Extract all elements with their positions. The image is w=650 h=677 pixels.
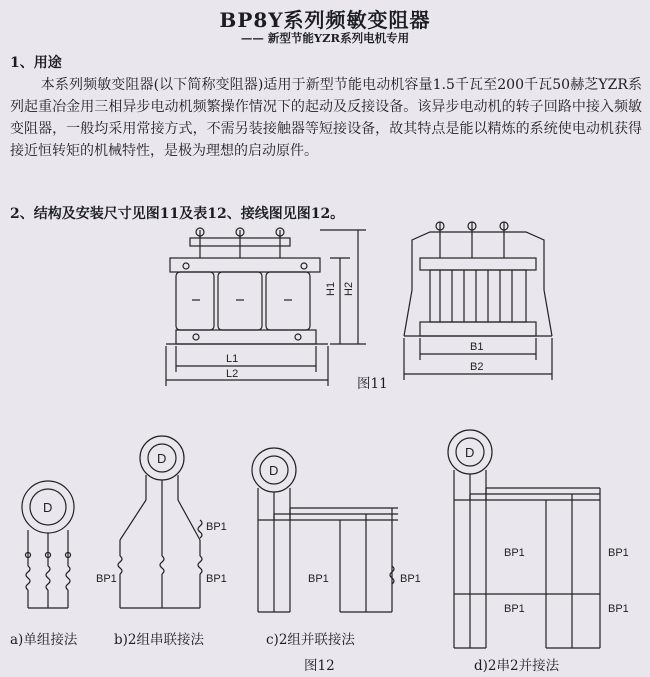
figure12-label: 图12 bbox=[304, 658, 335, 674]
figure12-d-2s2p bbox=[448, 430, 600, 648]
figure11-side-view bbox=[404, 222, 552, 380]
section-1-heading: 1、用途 bbox=[10, 55, 62, 71]
motor-symbol-d: D bbox=[465, 445, 475, 460]
page-subtitle: —— 新型节能YZR系列电机专用 bbox=[240, 31, 410, 45]
page-title: BP8Y系列频敏变阻器 bbox=[219, 8, 431, 32]
bp1-label-b-1: BP1 bbox=[206, 521, 227, 533]
bp1-label-b-2: BP1 bbox=[206, 573, 227, 585]
dim-l1: L1 bbox=[226, 353, 239, 365]
bp1-label-d-4: BP1 bbox=[608, 603, 629, 615]
motor-symbol-a: D bbox=[43, 500, 53, 515]
figure12-caption-d: d)2串2并接法 bbox=[474, 658, 560, 674]
section-1-body: 本系列频敏变阻器(以下简称变阻器)适用于新型节能电动机容量1.5千瓦至200千瓦50赫芝YZR系列起重冶金用三相异步电动机频繁操作情况下的起动及反接设备。该异步电动机的转子回路中接入频敏变阻器，一般均采用常接方式，不需另装接触器等短接设备，故其特点是能以精炼的系统使电动机获得接近恒转矩的机械特性，是极为理想的启动原件。 bbox=[10, 77, 642, 159]
dim-h2: H2 bbox=[343, 281, 355, 296]
bp1-label-c-1: BP1 bbox=[308, 573, 329, 585]
dim-l2: L2 bbox=[226, 368, 239, 380]
figure12-caption-b: b)2组串联接法 bbox=[114, 632, 204, 648]
motor-symbol-b: D bbox=[157, 451, 167, 466]
bp1-label-c-2: BP1 bbox=[400, 573, 421, 585]
figure11-label: 图11 bbox=[357, 376, 388, 392]
bp1-label-d-3: BP1 bbox=[504, 603, 525, 615]
dim-b1: B1 bbox=[470, 341, 484, 353]
bp1-label-d-1: BP1 bbox=[504, 547, 525, 559]
dim-h1: H1 bbox=[325, 281, 337, 296]
motor-symbol-c: D bbox=[269, 463, 279, 478]
dim-b2: B2 bbox=[470, 361, 484, 373]
bp1-label-a: BP1 bbox=[96, 573, 117, 585]
figure12-caption-c: c)2组并联接法 bbox=[266, 632, 355, 648]
section-2-heading: 2、结构及安装尺寸见图11及表12、接线图见图12。 bbox=[10, 206, 345, 222]
figure12-caption-a: a)单组接法 bbox=[10, 632, 78, 648]
bp1-label-d-2: BP1 bbox=[608, 547, 629, 559]
figure11-front-view bbox=[166, 228, 366, 386]
